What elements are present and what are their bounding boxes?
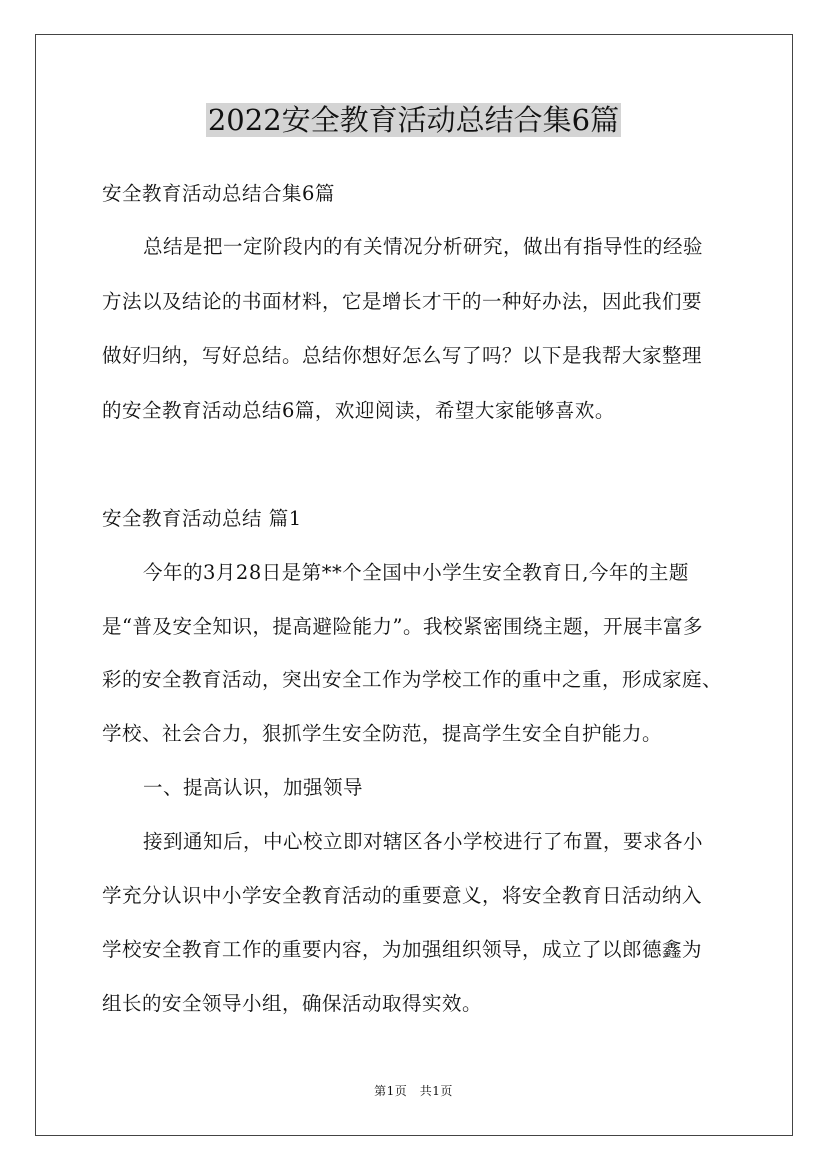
document-title — [0, 100, 827, 140]
section-heading: 安全教育活动总结 篇1 — [102, 507, 302, 530]
sub-body-line-3: 学校安全教育工作的重要内容，为加强组织领导，成立了以郎德鑫为 — [102, 938, 703, 961]
intro-line-3: 做好归纳，写好总结。总结你想好怎么写了吗？以下是我帮大家整理 — [102, 344, 703, 367]
document-subtitle: 安全教育活动总结合集6篇 — [102, 182, 335, 205]
section-line-2: 是“普及安全知识，提高避险能力”。我校紧密围绕主题，开展丰富多 — [102, 615, 703, 638]
document-title-text: 2022安全教育活动总结合集6篇 — [207, 103, 620, 137]
intro-line-1: 总结是把一定阶段内的有关情况分析研究，做出有指导性的经验 — [143, 235, 704, 258]
intro-line-4: 的安全教育活动总结6篇，欢迎阅读，希望大家能够喜欢。 — [102, 399, 615, 422]
intro-line-2: 方法以及结论的书面材料，它是增长才干的一种好办法，因此我们要 — [102, 290, 703, 313]
sub-body-line-2: 学充分认识中小学安全教育活动的重要意义，将安全教育日活动纳入 — [102, 884, 703, 907]
section-line-1: 今年的3月28日是第**个全国中小学生安全教育日,今年的主题 — [143, 561, 689, 584]
section-line-4: 学校、社会合力，狠抓学生安全防范，提高学生安全自护能力。 — [102, 722, 663, 745]
sub-body-line-1: 接到通知后，中心校立即对辖区各小学校进行了布置，要求各小 — [143, 830, 704, 853]
page-number-footer: 第1页 共1页 — [374, 1084, 453, 1098]
sub-body-line-4: 组长的安全领导小组，确保活动取得实效。 — [102, 992, 483, 1015]
subheading: 一、提高认识，加强领导 — [143, 776, 364, 799]
section-line-3: 彩的安全教育活动，突出安全工作为学校工作的重中之重，形成家庭、 — [102, 668, 723, 691]
